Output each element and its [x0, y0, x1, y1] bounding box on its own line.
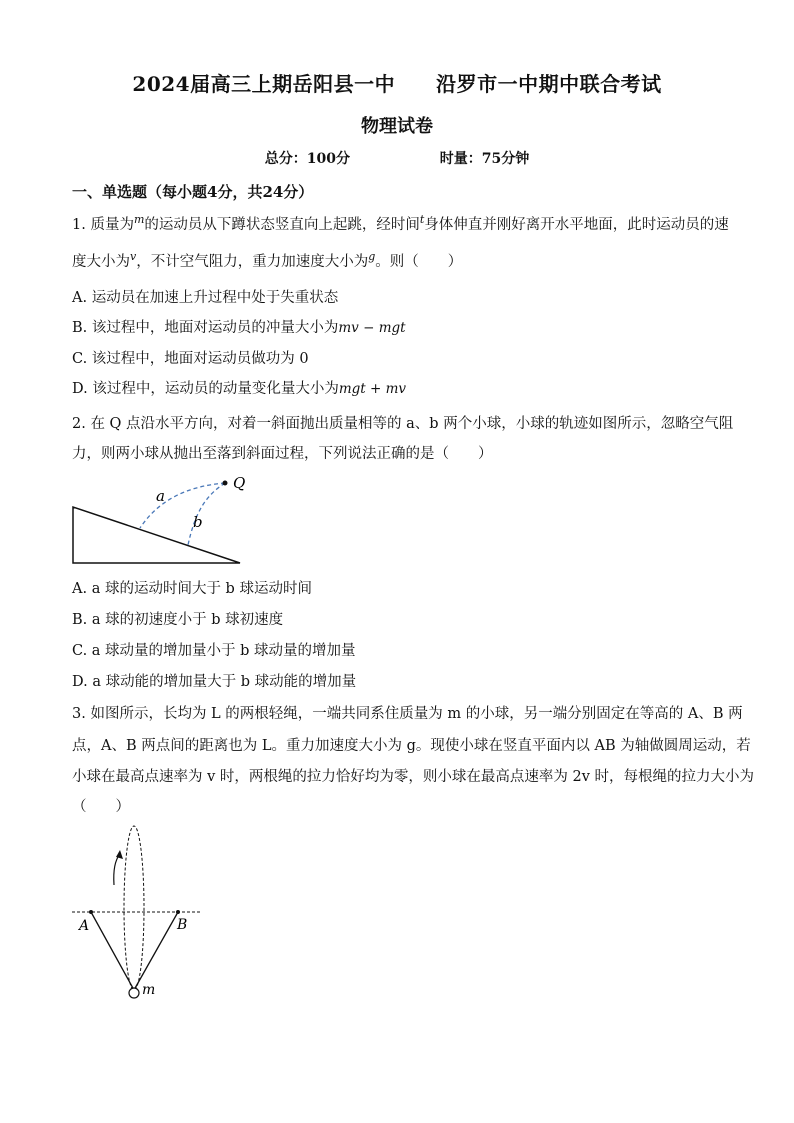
- ball-m: [129, 988, 139, 998]
- q1-option-b: B. 该过程中，地面对运动员的冲量大小为mv − mgt: [72, 320, 406, 336]
- q2-option-b: B. a 球的初速度小于 b 球初速度: [72, 612, 284, 628]
- q1-var-t: t: [419, 213, 425, 226]
- q3-stem-line4: （ ）: [72, 799, 130, 815]
- q1-stem-line2: 度大小为$^v$，不计空气阻力，重力加速度大小为$^g$。则（ ）: [72, 250, 463, 270]
- section-heading-single-choice: 一、单选题（每小题4分，共24分）: [72, 183, 314, 201]
- q3-figure-circular-motion: [60, 820, 220, 1010]
- point-a: [89, 910, 93, 914]
- exam-time: 时量：75分钟: [439, 151, 530, 167]
- exam-meta: [0, 148, 794, 168]
- q1-option-a: A. 运动员在加速上升过程中处于失重状态: [72, 290, 339, 306]
- q2-stem-line1: 2. 在 Q 点沿水平方向，对着一斜面抛出质量相等的 a、b 两个小球，小球的轨迹如图所示，忽略空气阻: [72, 416, 734, 432]
- q2-option-a: A. a 球的运动时间大于 b 球运动时间: [72, 581, 312, 597]
- q1-stem-line1: 1. 质量为$^m$的运动员从下蹲状态竖直向上起跳，经时间$^t$身体伸直并刚好离开水平地面，此时运动员的速: [72, 213, 729, 233]
- q2-option-d: D. a 球动能的增加量大于 b 球动能的增加量: [72, 674, 357, 690]
- q3-stem-line2: 点，A、B 两点间的距离也为 L。重力加速度大小为 g。现使小球在竖直平面内以 AB 为轴做圆周运动，若: [72, 738, 751, 754]
- label-q: Q: [233, 474, 246, 492]
- q1-option-d: D. 该过程中，运动员的动量变化量大小为mgt + mv: [72, 381, 407, 397]
- q3-stem-line3: 小球在最高点速率为 v 时，两根绳的拉力恰好均为零，则小球在最高点速率为 2v 时，每根绳的拉力大小为: [72, 769, 755, 785]
- q2-stem-line2: 力，则两小球从抛出至落到斜面过程，下列说法正确的是（ ）: [72, 446, 493, 462]
- q1-option-c: C. 该过程中，地面对运动员做功为 0: [72, 351, 309, 367]
- label-a: A: [79, 918, 90, 934]
- circular-path: [124, 826, 144, 990]
- label-m: m: [142, 982, 156, 998]
- exam-subject: 物理试卷: [361, 116, 433, 137]
- rope-b: [134, 912, 178, 990]
- q1-var-m: m: [133, 213, 145, 226]
- rope-a: [91, 912, 134, 990]
- point-q: [223, 481, 228, 486]
- q1-var-g: g: [368, 250, 376, 263]
- total-score: 总分：100分: [264, 151, 350, 167]
- point-b: [176, 910, 180, 914]
- q2-figure-incline: [60, 468, 280, 568]
- q3-stem-line1: 3. 如图所示，长均为 L 的两根轻绳，一端共同系住质量为 m 的小球，另一端分别固定在等高的 A、B 两: [72, 706, 743, 722]
- label-a: a: [156, 487, 165, 505]
- exam-title: 2024届高三上期岳阳县一中 沿罗市一中期中联合考试: [132, 72, 662, 96]
- incline-triangle: [73, 507, 240, 563]
- q2-option-c: C. a 球动量的增加量小于 b 球动量的增加量: [72, 643, 356, 659]
- label-b: B: [177, 917, 188, 933]
- label-b: b: [193, 513, 203, 531]
- q1-var-v: v: [130, 250, 137, 263]
- rotation-arrow: [114, 854, 120, 885]
- trajectory-a: [140, 483, 225, 528]
